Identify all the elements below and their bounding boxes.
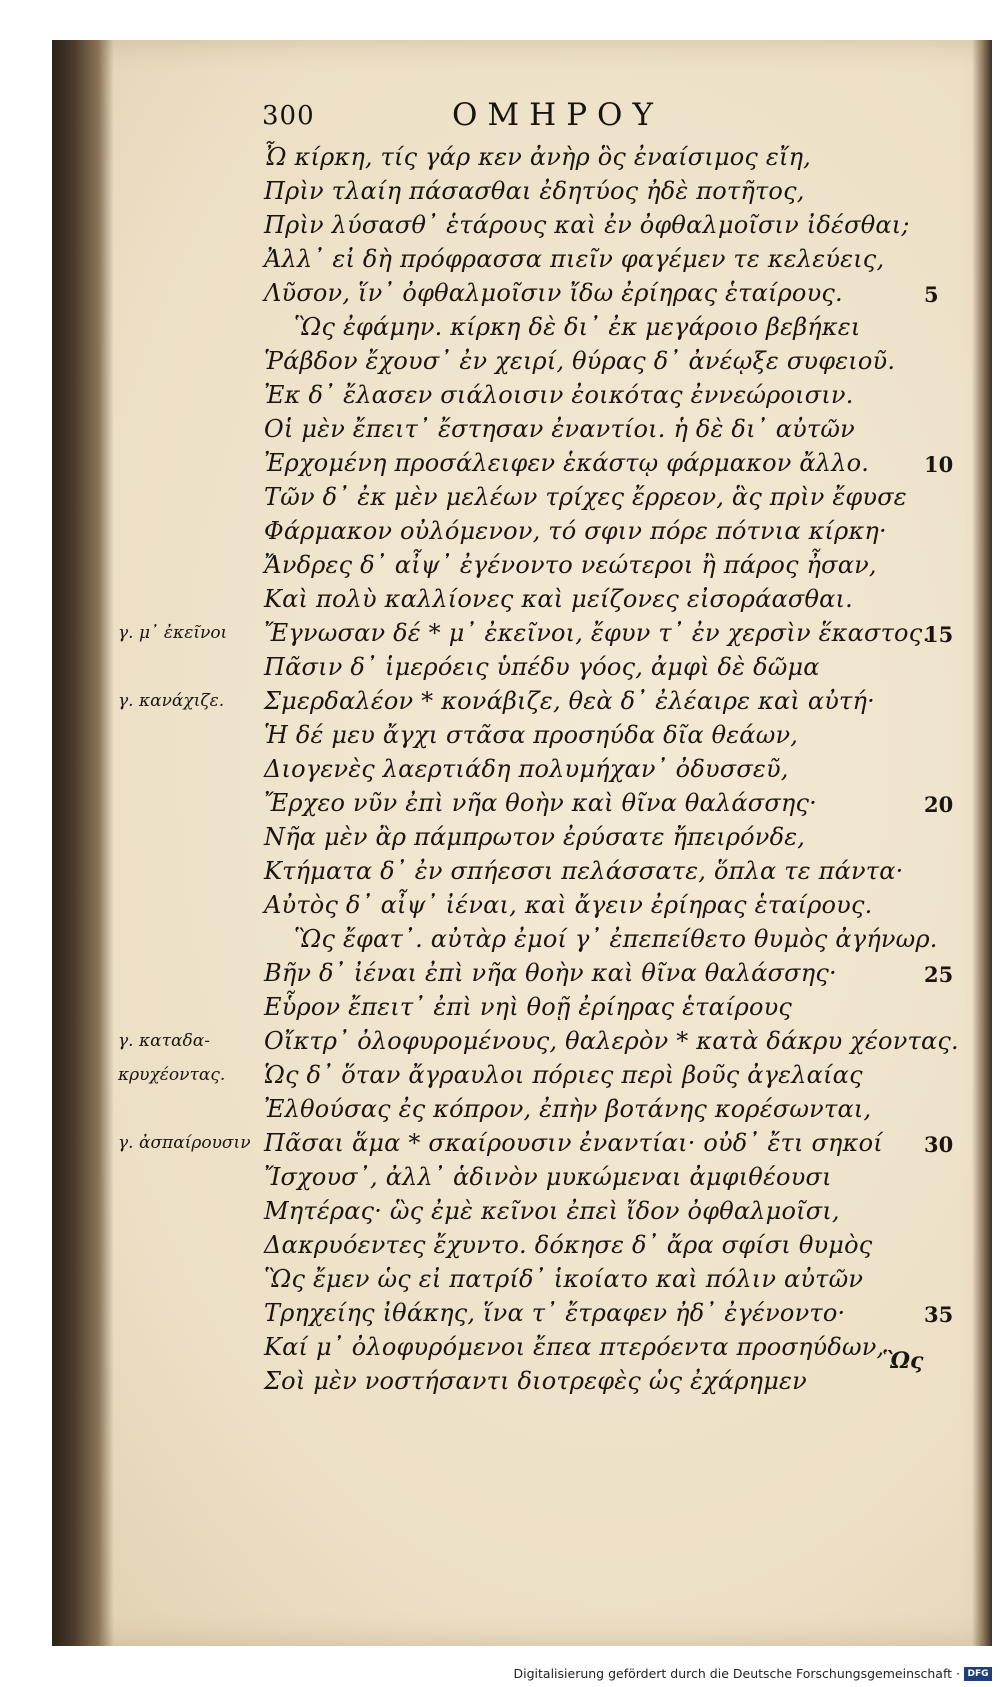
verse-line: Κτήματα δ᾽ ἐν σπήεσσι πελάσσατε, ὅπλα τε πάντα· xyxy=(264,857,904,885)
verse-block xyxy=(264,140,984,1398)
verse-line: Ἄνδρες δ᾽ αἶψ᾽ ἐγένοντο νεώτεροι ἢ πάρος ἦσαν, xyxy=(264,551,877,579)
verse-line: Πᾶσιν δ᾽ ἱμερόεις ὑπέδυ γόος, ἀμφὶ δὲ δῶμα xyxy=(264,653,820,681)
line-number: 35 xyxy=(924,1302,954,1327)
verse-line: Ἔρχεο νῦν ἐπὶ νῆα θοὴν καὶ θῖνα θαλάσσης· xyxy=(264,789,817,817)
line-number: 5 xyxy=(924,282,939,307)
verse-line: Ὡς δ᾽ ὅταν ἄγραυλοι πόριες περὶ βοῦς ἀγελαίας xyxy=(264,1061,863,1089)
verse-line: Λῦσον, ἵν᾽ ὀφθαλμοῖσιν ἴδω ἐρίηρας ἑταίρους. xyxy=(264,279,843,307)
verse-line: Οἴκτρ᾽ ὀλοφυρομένους, θαλερὸν * κατὰ δάκρυ χέοντας. xyxy=(264,1027,959,1055)
verse-line: Ἔγνωσαν δέ * μ᾽ ἐκεῖνοι, ἔφυν τ᾽ ἐν χερσὶν ἕκαστος. xyxy=(264,619,931,647)
verse-line: Τρηχείης ἰθάκης, ἵνα τ᾽ ἔτραφεν ἠδ᾽ ἐγένοντο· xyxy=(264,1299,846,1327)
verse-line: Εὗρον ἔπειτ᾽ ἐπὶ νηὶ θοῇ ἐρίηρας ἑταίρους xyxy=(264,993,793,1021)
verse-line: Ἴσχουσ᾽, ἀλλ᾽ ἁδινὸν μυκώμεναι ἀμφιθέουσι xyxy=(264,1163,832,1191)
verse-line: Ἡ δέ μευ ἄγχι στᾶσα προσηύδα δῖα θεάων, xyxy=(264,721,799,749)
verse-line: Βῆν δ᾽ ἰέναι ἐπὶ νῆα θοὴν καὶ θῖνα θαλάσσης· xyxy=(264,959,837,987)
verse-line: Σμερδαλέον * κονάβιζε, θεὰ δ᾽ ἐλέαιρε καὶ αὐτή· xyxy=(264,687,875,715)
verse-line: Ἐρχομένη προσάλειφεν ἑκάστῳ φάρμακον ἄλλο. xyxy=(264,449,870,477)
catchword: Ὣς xyxy=(882,1348,924,1374)
verse-line: Σοὶ μὲν νοστήσαντι διοτρεφὲς ὡς ἐχάρημεν xyxy=(264,1367,807,1395)
verse-line: Δακρυόεντες ἔχυντο. δόκησε δ᾽ ἄρα σφίσι θυμὸς xyxy=(264,1231,873,1259)
line-number: 10 xyxy=(924,452,954,477)
dfg-logo: DFG xyxy=(964,1667,992,1681)
line-number: 15 xyxy=(924,622,954,647)
verse-line: Ῥάβδον ἔχουσ᾽ ἐν χειρί, θύρας δ᾽ ἀνέῳξε συφειοῦ. xyxy=(264,347,896,375)
running-title: ΟΜΗΡΟΥ xyxy=(452,97,663,133)
verse-line: Πρὶν λύσασθ᾽ ἑτάρους καὶ ἐν ὀφθαλμοῖσιν ἰδέσθαι; xyxy=(264,211,910,239)
verse-line: Αὐτὸς δ᾽ αἶψ᾽ ἰέναι, καὶ ἄγειν ἐρίηρας ἑταίρους. xyxy=(264,891,873,919)
verse-line: Ἀλλ᾽ εἰ δὴ πρόφρασσα πιεῖν φαγέμεν τε κελεύεις, xyxy=(264,245,885,273)
book-page xyxy=(52,40,992,1646)
page-header xyxy=(52,97,992,137)
verse-line: Πᾶσαι ἅμα * σκαίρουσιν ἐναντίαι· οὐδ᾽ ἔτι σηκοί xyxy=(264,1129,883,1157)
margin-variant-note: κρυχέοντας. xyxy=(118,1065,226,1085)
line-number: 25 xyxy=(924,962,954,987)
verse-line: Διογενὲς λαερτιάδη πολυμήχαν᾽ ὀδυσσεῦ, xyxy=(264,755,789,783)
verse-line: Καὶ πολὺ καλλίονες καὶ μείζονες εἰσοράασθαι. xyxy=(264,585,853,613)
verse-line: Ὣς ἔμεν ὡς εἰ πατρίδ᾽ ἱκοίατο καὶ πόλιν αὐτῶν xyxy=(264,1265,864,1293)
verse-line: Ἐλθούσας ἐς κόπρον, ἐπὴν βοτάνης κορέσωνται, xyxy=(264,1095,872,1123)
line-number: 20 xyxy=(924,792,954,817)
verse-line: Ἐκ δ᾽ ἔλασεν σιάλοισιν ἐοικότας ἐννεώροισιν. xyxy=(264,381,854,409)
verse-line: Ὦ κίρκη, τίς γάρ κεν ἀνὴρ ὃς ἐναίσιμος εἴη, xyxy=(264,143,811,171)
verse-line: Φάρμακον οὐλόμενον, τό σφιν πόρε πότνια κίρκη· xyxy=(264,517,887,545)
verse-line: Οἱ μὲν ἔπειτ᾽ ἔστησαν ἐναντίοι. ἡ δὲ δι᾽ αὐτῶν xyxy=(264,415,855,443)
footer-text: Digitalisierung gefördert durch die Deutsche Forschungsgemeinschaft · xyxy=(513,1666,960,1681)
digitization-footer xyxy=(514,1666,993,1681)
book-spine-shadow xyxy=(52,40,114,1646)
margin-variant-note: γ. μ᾽ ἐκεῖνοι xyxy=(118,623,228,643)
verse-line: Νῆα μὲν ἂρ πάμπρωτον ἐρύσατε ἤπειρόνδε, xyxy=(264,823,806,851)
margin-variant-note: γ. κανάχιζε. xyxy=(118,691,225,711)
page-number: 300 xyxy=(262,101,315,131)
verse-line: Καί μ᾽ ὀλοφυρόμενοι ἔπεα πτερόεντα προσηύδων, xyxy=(264,1333,885,1361)
line-number: 30 xyxy=(924,1132,954,1157)
verse-line: Πρὶν τλαίη πάσασθαι ἐδητύος ἠδὲ ποτῆτος, xyxy=(264,177,805,205)
margin-variant-note: γ. καταδα- xyxy=(118,1031,210,1051)
verse-line: Ὣς ἐφάμην. κίρκη δὲ δι᾽ ἐκ μεγάροιο βεβήκει xyxy=(294,313,861,341)
verse-line: Ὣς ἔφατ᾽. αὐτὰρ ἐμοί γ᾽ ἐπεπείθετο θυμὸς ἀγήνωρ. xyxy=(294,925,938,953)
verse-line: Τῶν δ᾽ ἐκ μὲν μελέων τρίχες ἔρρεον, ἃς πρὶν ἔφυσε xyxy=(264,483,907,511)
margin-variant-note: γ. ἀσπαίρουσιν xyxy=(118,1133,251,1153)
verse-line: Μητέρας· ὣς ἐμὲ κεῖνοι ἐπεὶ ἴδον ὀφθαλμοῖσι, xyxy=(264,1197,840,1225)
